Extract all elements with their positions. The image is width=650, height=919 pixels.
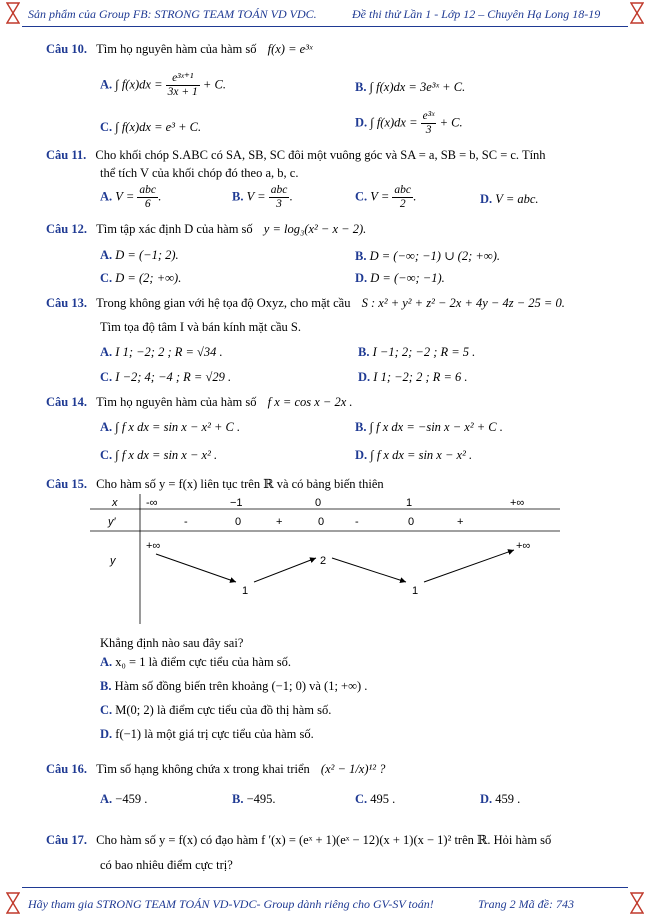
q13-sphere: S : x² + y² + z² − 2x + 4y − 4z − 25 = 0. [361,296,565,310]
q10-d-post: + C. [439,115,463,130]
q15-option-c[interactable] [100,703,331,718]
yp-sign-2: + [276,516,283,528]
q10-a-label: A. [100,77,113,92]
q12-option-d[interactable] [355,271,445,286]
q12-row [46,222,366,237]
q12-option-b[interactable] [355,248,500,264]
q14-a-text: ∫ f x dx = sin x − x² + C . [115,420,241,434]
q16-option-a[interactable] [100,792,147,807]
q11-d-text: V = abc. [495,192,539,206]
q16-expr: (x² − 1/x)¹² ? [320,762,386,776]
q13-a-text: I 1; −2; 2 ; R = √34 . [115,345,223,359]
q11-c-fraction [392,184,413,211]
q11-a-den: 6 [144,198,151,210]
table-y-label: y [110,555,116,567]
q12-a-text: D = (−1; 2). [115,248,179,262]
arrow-down-1 [156,554,236,582]
q11-stem1: Cho khối chóp S.ABC có SA, SB, SC đôi một vuông góc và SA = a, SB = b, SC = c. Tính [95,148,546,162]
q10-option-c[interactable] [100,120,201,135]
q11-d-label: D. [480,192,493,206]
q10-a-num: e³ˣ⁺¹ [166,72,200,86]
q16-d-label: D. [480,792,493,806]
q11-row [46,148,546,163]
q16-a-label: A. [100,792,113,806]
y-val-end: +∞ [516,540,531,552]
q11-c-num: abc [394,184,411,196]
q12-b-label: B. [355,249,367,263]
q17-label: Câu 17. [46,833,87,847]
q12-c-text: D = (2; +∞). [115,271,182,285]
q12-d-label: D. [355,271,368,285]
q15-option-d[interactable] [100,727,314,742]
header-rule [22,26,628,27]
q17-stem2: có bao nhiêu điểm cực trị? [100,858,233,872]
yp-zero-3: 0 [408,516,415,528]
x-val-neg1: −1 [230,497,243,509]
q14-option-c[interactable] [100,448,217,463]
yp-zero-2: 0 [318,516,325,528]
footer-rule [22,887,628,888]
q11-option-d[interactable] [480,192,539,207]
q10-option-d[interactable] [355,110,463,137]
q10-option-b[interactable] [355,80,465,95]
q15-stem: Cho hàm số y = f(x) liên tục trên ℝ và có bảng biến thiên [96,477,384,491]
q11-b-num: abc [270,184,288,196]
q14-option-a[interactable] [100,420,240,435]
table-yp-label: y′ [108,516,116,528]
header-left-hourglass-icon [6,2,20,24]
q10-a-den: 3x + 1 [167,86,198,98]
q10-d-label: D. [355,115,368,130]
q15-label: Câu 15. [46,477,87,491]
arrow-down-2 [332,558,406,582]
q13-stem2: Tìm tọa độ tâm I và bán kính mặt cầu S. [100,320,301,334]
q15-row [46,476,384,492]
q11-c-den: 2 [399,198,406,210]
q10-a-pre: ∫ f(x)dx = [115,77,163,92]
q10-d-num: e³ˣ [422,110,435,122]
q11-option-c[interactable]: C. V = $\frac{\text{abc}}{2}$ . [355,184,417,210]
q11-a-label: A. [100,189,113,204]
q14-c-text: ∫ f x dx = sin x − x² . [115,448,218,462]
header-left-text: Sản phẩm của Group FB: STRONG TEAM TOÁN VD VDC. [28,7,317,21]
q11-c-pre: V = [370,189,390,204]
q10-option-a[interactable] [100,72,226,99]
q13-d-label: D. [358,370,371,384]
q11-a-pre: V = [115,189,135,204]
q11-stem2: thể tích V của khối chóp đó theo a, b, c. [100,166,299,180]
q16-label: Câu 16. [46,762,87,776]
q10-func: f(x) = e³ˣ [267,42,313,56]
q16-option-b[interactable] [232,792,276,807]
q13-label: Câu 13. [46,296,87,310]
q11-b-label: B. [232,189,244,204]
table-x-label: x [112,497,118,509]
q14-stem: Tìm họ nguyên hàm của hàm số [96,395,257,409]
q12-c-label: C. [100,271,113,285]
arrow-up-1 [254,558,316,582]
q13-c-text: I −2; 4; −4 ; R = √29 . [115,370,232,384]
q15-b-text: Hàm số đồng biến trên khoảng (−1; 0) và (1; +∞) . [114,679,368,693]
x-val-1: 1 [406,497,413,509]
footer-right-hourglass-icon [630,892,644,914]
q12-d-text: D = (−∞; −1). [370,271,445,285]
header-right-hourglass-icon [630,2,644,24]
footer-left-hourglass-icon [6,892,20,914]
q13-b-text: I −1; 2; −2 ; R = 5 . [372,345,476,359]
q16-option-c[interactable] [355,792,395,807]
q10-stem: Tìm họ nguyên hàm của hàm số [96,42,257,56]
q13-a-label: A. [100,345,113,359]
q15-c-text: M(0; 2) là điểm cực tiểu của đồ thị hàm số. [115,703,332,717]
yp-sign-3: - [355,516,359,528]
q11-b-fraction [269,184,290,211]
q10-label: Câu 10. [46,42,87,56]
q10-d-pre: ∫ f(x)dx = [370,115,418,130]
q14-c-label: C. [100,448,113,462]
q16-a-text: −459 . [115,792,148,806]
q14-a-label: A. [100,420,113,434]
q15-prompt: Khẳng định nào sau đây sai? [100,636,244,650]
q12-b-text: D = (−∞; −1) ∪ (2; +∞). [369,249,501,263]
q14-d-text: ∫ f x dx = sin x − x² . [370,448,473,462]
q16-d-text: 459 . [495,792,521,806]
y-val-min2: 1 [412,585,419,597]
q15-d-label: D. [100,727,113,741]
q17-row [46,832,551,848]
q13-row [46,296,565,311]
q14-d-label: D. [355,448,368,462]
q16-c-text: 495 . [370,792,396,806]
q11-b-den: 3 [276,198,282,210]
q10-a-fraction [166,72,200,99]
q11-a-num: abc [139,184,156,196]
q11-a-fraction [137,184,158,211]
q16-row [46,762,385,777]
q15-option-a[interactable] [100,655,291,670]
x-val-0: 0 [315,497,322,509]
q15-option-b[interactable] [100,679,367,694]
q15-c-label: C. [100,703,113,717]
yp-sign-4: + [457,516,464,528]
y-val-max: 2 [320,555,327,567]
q15-b-label: B. [100,679,112,693]
q11-b-pre: V = [246,189,266,204]
q16-c-label: C. [355,792,368,806]
q10-b-text: ∫ f(x)dx = 3e³ˣ + C. [369,80,466,94]
q16-b-text: −495. [246,792,276,806]
variation-table [90,494,560,624]
q13-option-b[interactable] [358,345,475,360]
q12-func: y = log₃(x² − x − 2). [263,222,367,236]
q14-b-label: B. [355,420,367,434]
footer-left-text: Hãy tham gia STRONG TEAM TOÁN VD-VDC- Group dành riêng cho GV-SV toán! [28,897,434,911]
q16-b-label: B. [232,792,244,806]
q14-b-text: ∫ f x dx = −sin x − x² + C . [369,420,503,434]
q13-option-c[interactable] [100,370,231,385]
yp-sign-1: - [184,516,188,528]
q13-option-a[interactable] [100,345,223,360]
footer-right-text: Trang 2 Mã đề: 743 [478,897,574,911]
q12-option-c[interactable] [100,271,181,286]
q17-stem: Cho hàm số y = f(x) có đạo hàm f ′(x) = (eˣ + 1)(eˣ − 12)(x + 1)(x − 1)² trên ℝ. Hỏi hàm số [96,833,552,847]
q13-stem: Trong không gian với hệ tọa độ Oxyz, cho mặt cầu [96,296,351,310]
q10-a-post: + C. [202,77,226,92]
y-val-start: +∞ [146,540,161,552]
x-val-pos-inf: +∞ [510,497,525,509]
q14-option-b[interactable] [355,420,503,435]
x-val-neg-inf: -∞ [146,497,158,509]
q10-b-label: B. [355,80,367,94]
q15-a-label: A. [100,655,113,669]
q14-label: Câu 14. [46,395,87,409]
q12-a-label: A. [100,248,113,262]
q10-row [46,42,312,57]
q10-c-label: C. [100,120,113,134]
y-val-min1: 1 [242,585,249,597]
q11-label: Câu 11. [46,148,87,162]
q16-stem: Tìm số hạng không chứa x trong khai triển [96,762,310,776]
q13-d-text: I 1; −2; 2 ; R = 6 . [373,370,468,384]
q12-option-a[interactable] [100,248,179,263]
q10-d-den: 3 [425,124,432,136]
q13-b-label: B. [358,345,370,359]
q11-option-a[interactable]: A. V = $\frac{\text{abc}}{6}$ . [100,184,162,210]
q14-option-d[interactable] [355,448,472,463]
q16-option-d[interactable] [480,792,520,807]
q15-d-text: f(−1) là một giá trị cực tiểu của hàm số. [115,727,314,741]
q13-c-label: C. [100,370,113,384]
q12-stem: Tìm tập xác định D của hàm số [96,222,253,236]
yp-zero-1: 0 [235,516,242,528]
header-right-text: Đề thi thử Lần 1 - Lớp 12 – Chuyên Hạ Long 18-19 [352,7,601,21]
q12-label: Câu 12. [46,222,87,236]
q10-c-text: ∫ f(x)dx = e³ + C. [115,120,202,134]
q14-row [46,395,353,410]
q11-c-label: C. [355,189,368,204]
q10-d-fraction [421,110,437,137]
q11-option-b[interactable]: B. V = $\frac{\text{abc}}{3}$ . [232,184,293,210]
q15-a-text: x₀ = 1 là điểm cực tiểu của hàm số. [115,655,292,669]
q14-func: f x = cos x − 2x . [267,395,353,409]
arrow-up-2 [424,550,514,582]
q13-option-d[interactable] [358,370,468,385]
